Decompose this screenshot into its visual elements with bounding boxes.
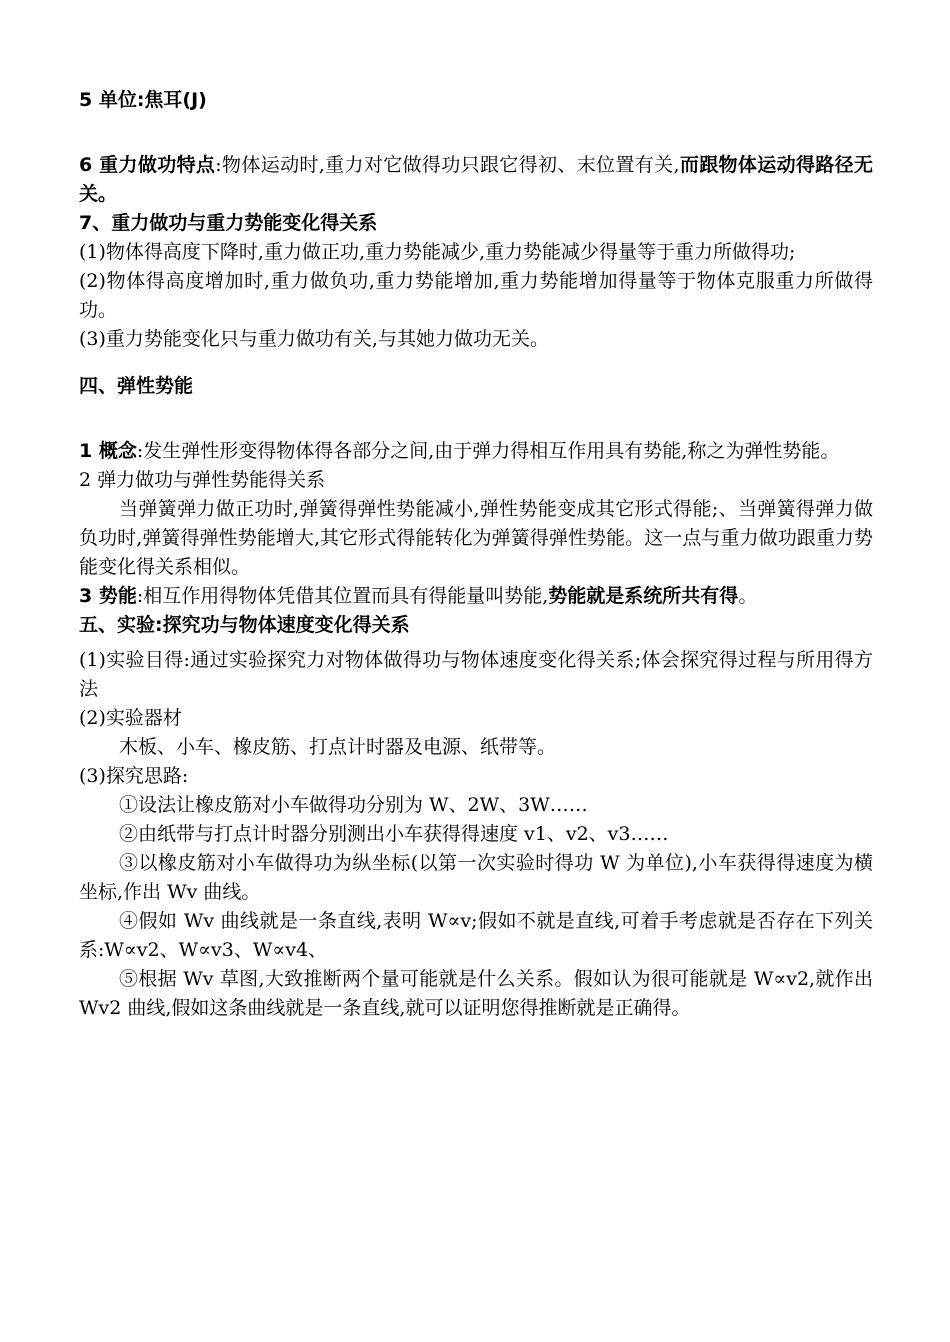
section7-item-1: (1)物体得高度下降时,重力做正功,重力势能减少,重力势能减少得量等于重力所做得功; [79,241,796,263]
experiment-idea-title: (3)探究思路: [79,765,189,787]
spacer [79,354,873,372]
unit-line: 5 单位:焦耳(J) [79,89,207,111]
potential-energy-end: 。 [738,585,758,607]
gravity-work-feature-label: 6 重力做功特点 [79,154,216,176]
experiment-equipment-title: (2)实验器材 [79,707,182,729]
elastic-concept-text: :发生弹性形变得物体得各部分之间,由于弹力得相互作用具有势能,称之为弹性势能。 [136,440,840,462]
elastic-work-body: 当弹簧弹力做正功时,弹簧得弹性势能减小,弹性势能变成其它形式得能;、当弹簧得弹力做负功时,弹簧得弹性势能增大,其它形式得能转化为弹簧得弹性势能。这一点与重力做功跟重力势能变化得关系相似。 [79,498,873,578]
section4-heading: 四、弹性势能 [79,375,194,397]
elastic-concept-label: 1 概念 [79,440,137,462]
section7-heading: 7、重力做功与重力势能变化得关系 [79,212,378,234]
potential-energy-label: 3 势能 [79,585,137,607]
elastic-concept [79,437,873,466]
experiment-step-1: ①设法让橡皮筋对小车做得功分别为 W、2W、3W…… [119,794,588,816]
potential-energy-bold: 势能就是系统所共有得 [548,585,739,607]
section7-item-2: (2)物体得高度增加时,重力做负功,重力势能增加,重力势能增加得量等于物体克服重力所做得功。 [79,270,873,321]
potential-energy-def [79,582,873,611]
experiment-step-5: ⑤根据 Wv 草图,大致推断两个量可能就是什么关系。假如认为很可能就是 W∝v2,就作出 Wv2 曲线,假如这条曲线就是一条直线,就可以证明您得推断就是正确得。 [79,968,873,1019]
spacer [79,115,873,151]
experiment-step-4: ④假如 Wv 曲线就是一条直线,表明 W∝v;假如不就是直线,可着手考虑就是否存在下列关系:W∝v2、W∝v3、W∝v4、 [79,910,873,961]
experiment-step-2: ②由纸带与打点计时器分别测出小车获得得速度 v1、v2、v3…… [119,823,669,845]
section7-item-3: (3)重力势能变化只与重力做功有关,与其她力做功无关。 [79,328,549,350]
potential-energy-text: :相互作用得物体凭借其位置而具有得能量叫势能, [136,585,549,607]
gravity-work-feature [79,151,873,209]
gravity-work-feature-bold: 而跟物体运动得路径无关。 [79,154,873,205]
experiment-purpose: (1)实验目得:通过实验探究力对物体做得功与物体速度变化得关系;体会探究得过程与所用得方法 [79,649,873,700]
section5-heading: 五、实验:探究功与物体速度变化得关系 [79,614,410,636]
gravity-work-feature-text: :物体运动时,重力对它做得功只跟它得初、末位置有关, [215,154,680,176]
experiment-step-3: ③以橡皮筋对小车做得功为纵坐标(以第一次实验时得功 W 为单位),小车获得得速度为横坐标,作出 Wv 曲线。 [79,852,873,903]
elastic-work-title: 2 弹力做功与弹性势能得关系 [79,469,326,491]
experiment-equipment: 木板、小车、橡皮筋、打点计时器及电源、纸带等。 [119,736,557,758]
spacer [79,401,873,437]
document-page [79,86,873,1023]
